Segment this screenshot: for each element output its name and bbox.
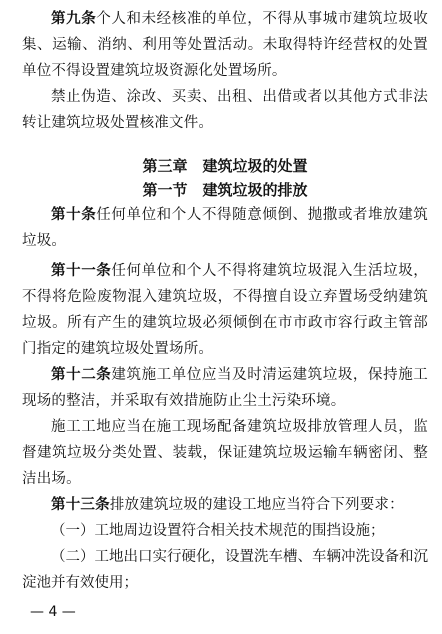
article-9-paragraph-2 (22, 84, 428, 136)
article-label: 第十二条 (51, 366, 112, 383)
page-number: — 4 — (30, 604, 76, 620)
article-text: 任何单位和个人不得将建筑垃圾混入生活垃圾，不得将危险废物混入建筑垃圾，不得擅自设立弃置场受纳建筑垃圾。所有产生的建筑垃圾必须倾倒在市市政市容行政主管部门指定的建筑垃圾处置场所。 (22, 263, 428, 357)
article-text: 任何单位和个人不得随意倾倒、抛撒或者堆放建筑垃圾。 (22, 207, 428, 249)
chapter-heading: 第三章 建筑垃圾的处置 (142, 157, 308, 175)
article-text: 个人和未经核准的单位，不得从事城市建筑垃圾收集、运输、消纳、利用等处置活动。未取得特许经营权的处置单位不得设置建筑垃圾资源化处置场所。 (22, 11, 428, 79)
article-label: 第十一条 (51, 262, 112, 279)
article-12 (22, 362, 428, 414)
article-text: 排放建筑垃圾的建设工地应当符合下列要求： (109, 497, 404, 513)
section-heading: 第一节 建筑垃圾的排放 (142, 181, 308, 199)
list-item-2: （二）工地出口实行硬化，设置洗车槽、车辆冲洗设备和沉淀池并有效使用； (22, 549, 428, 591)
article-label: 第九条 (51, 10, 97, 27)
article-10 (22, 202, 428, 254)
list-item-1: （一）工地周边设置符合相关技术规范的围挡设施； (51, 523, 385, 539)
article-text: 施工工地应当在施工现场配备建筑垃圾排放管理人员，监督建筑垃圾分类处置、装载，保证建筑垃圾运输车辆密闭、整洁出场。 (22, 419, 428, 487)
article-text: 禁止伪造、涂改、买卖、出租、出借或者以其他方式非法转让建筑垃圾处置核准文件。 (22, 89, 428, 131)
article-13 (22, 492, 428, 518)
article-label: 第十三条 (51, 496, 110, 513)
article-11 (22, 258, 428, 362)
article-9 (22, 6, 428, 84)
article-12-paragraph-2 (22, 414, 428, 492)
article-text: 建筑施工单位应当及时清运建筑垃圾，保持施工现场的整洁，并采取有效措施防止尘土污染环境。 (22, 367, 428, 409)
article-label: 第十条 (51, 206, 97, 223)
